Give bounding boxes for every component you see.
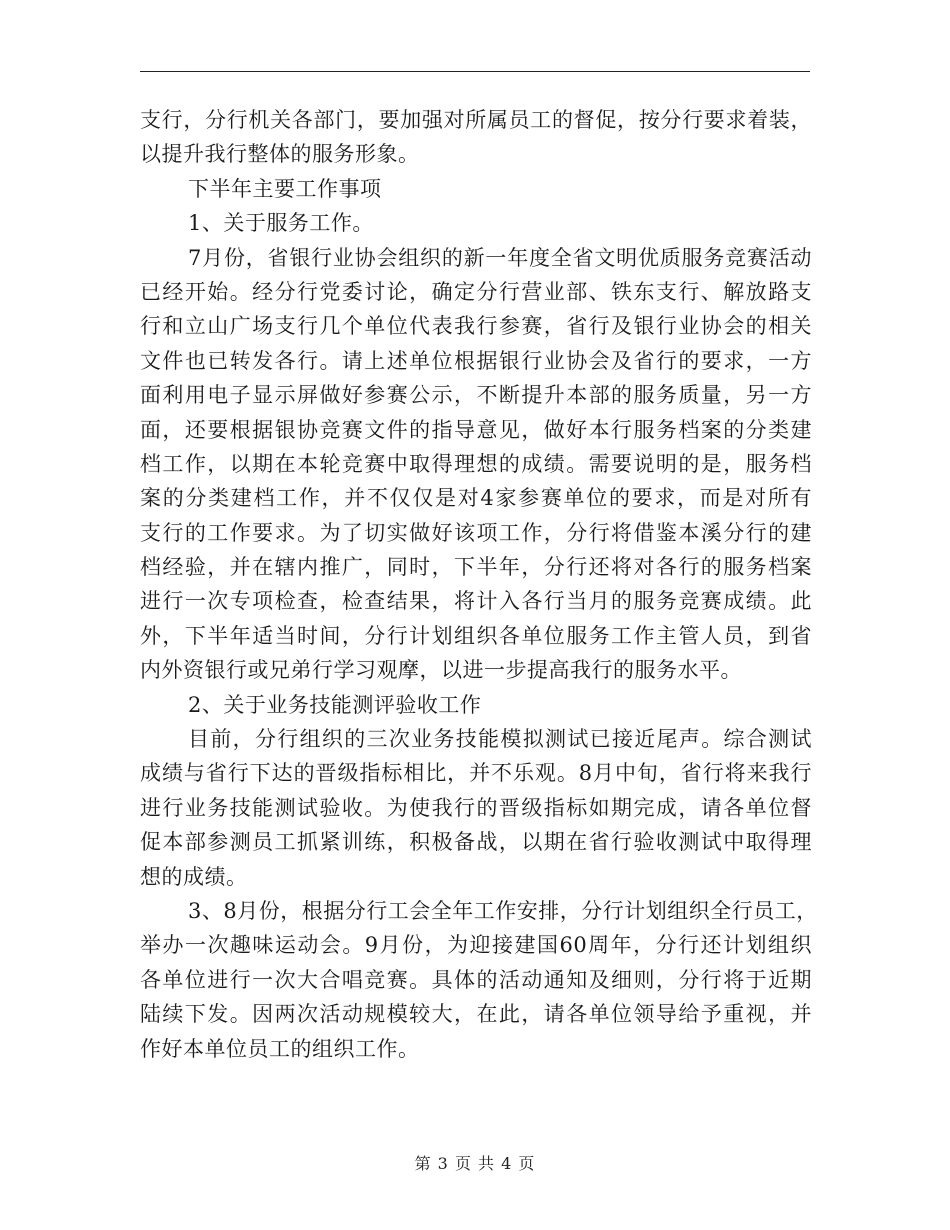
text-line: 举办一次趣味运动会。9月份，为迎接建国60周年，分行还计划组织: [140, 933, 812, 958]
text-line: 文件也已转发各行。请上述单位根据银行业协会及省行的要求，一方: [140, 348, 812, 373]
text-line: 促本部参测员工抓紧训练，积极备战，以期在省行验收测试中取得理: [140, 830, 812, 855]
text-line: 目前，分行组织的三次业务技能模拟测试已接近尾声。综合测试: [188, 727, 812, 752]
text-line: 案的分类建档工作，并不仅仅是对4家参赛单位的要求，而是对所有: [140, 486, 812, 511]
text-line: 各单位进行一次大合唱竞赛。具体的活动通知及细则，分行将于近期: [140, 967, 812, 992]
text-line: 以提升我行整体的服务形象。: [140, 142, 420, 167]
text-line: 7月份，省银行业协会组织的新一年度全省文明优质服务竞赛活动: [188, 245, 812, 270]
text-line: 进行一次专项检查，检查结果，将计入各行当月的服务竞赛成绩。此: [140, 589, 812, 614]
text-line: 面利用电子显示屏做好参赛公示，不断提升本部的服务质量，另一方: [140, 383, 812, 408]
text-line: 支行的工作要求。为了切实做好该项工作，分行将借鉴本溪分行的建: [140, 520, 812, 545]
text-line: 2、关于业务技能测评验收工作: [188, 692, 482, 717]
text-line: 成绩与省行下达的晋级指标相比，并不乐观。8月中旬，省行将来我行: [140, 761, 812, 786]
page-footer: 第 3 页 共 4 页: [414, 1154, 536, 1173]
text-line: 支行，分行机关各部门，要加强对所属员工的督促，按分行要求着装，: [140, 108, 812, 132]
text-line: 作好本单位员工的组织工作。: [140, 1036, 420, 1061]
text-line: 档经验，并在辖内推广，同时，下半年，分行还将对各行的服务档案: [140, 555, 812, 580]
text-line: 档工作，以期在本轮竞赛中取得理想的成绩。需要说明的是，服务档: [140, 451, 812, 476]
text-line: 下半年主要工作事项: [188, 176, 382, 201]
header-rule: [140, 71, 810, 72]
text-line: 行和立山广场支行几个单位代表我行参赛，省行及银行业协会的相关: [140, 314, 812, 339]
text-line: 3、8月份，根据分行工会全年工作安排，分行计划组织全行员工，: [188, 898, 818, 923]
text-line: 陆续下发。因两次活动规模较大，在此，请各单位领导给予重视，并: [140, 1002, 812, 1027]
text-line: 想的成绩。: [140, 864, 248, 889]
text-line: 已经开始。经分行党委讨论，确定分行营业部、铁东支行、解放路支: [140, 279, 812, 304]
text-line: 1、关于服务工作。: [188, 211, 374, 236]
text-line: 内外资银行或兄弟行学习观摩，以进一步提高我行的服务水平。: [140, 658, 742, 683]
text-line: 进行业务技能测试验收。为使我行的晋级指标如期完成，请各单位督: [140, 795, 812, 820]
text-line: 外，下半年适当时间，分行计划组织各单位服务工作主管人员，到省: [140, 623, 812, 648]
document-body: [140, 103, 818, 1066]
text-line: 面，还要根据银协竞赛文件的指导意见，做好本行服务档案的分类建: [140, 417, 812, 442]
